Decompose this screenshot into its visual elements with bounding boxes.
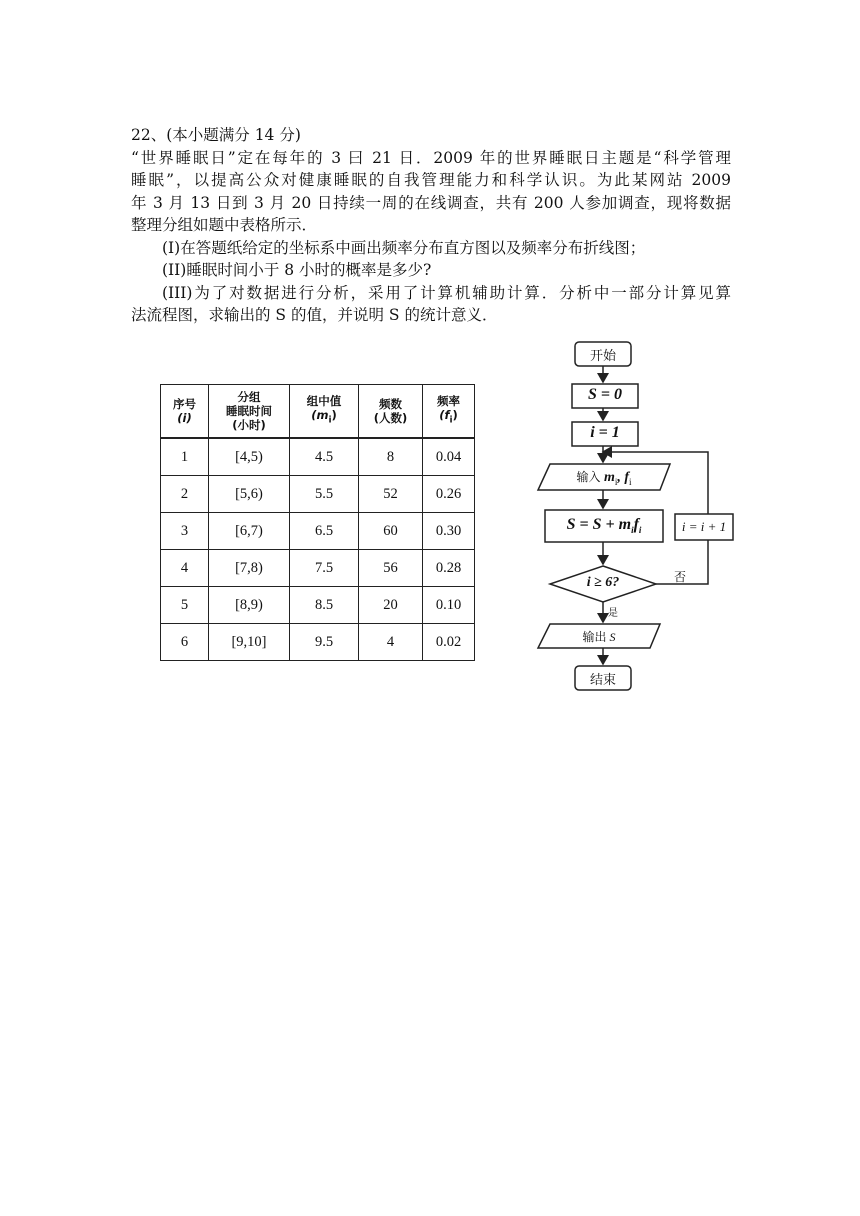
cell-freq: 0.02: [423, 624, 475, 661]
cell-mid: 7.5: [290, 550, 359, 587]
cell-interval: [4,5): [209, 438, 290, 476]
cell-interval: [8,9): [209, 587, 290, 624]
table-header-row: [161, 385, 475, 439]
cell-mid: 4.5: [290, 438, 359, 476]
header-interval: 分组 睡眠时间 (小时): [209, 385, 290, 439]
table-row: [161, 587, 475, 624]
decision-label: i ≥ 6?: [586, 575, 620, 590]
problem-line-3: 年 3 月 13 日到 3 月 20 日持续一周的在线调查，共有 200 人参加调查，现将数据: [131, 193, 731, 212]
cell-freq: 0.28: [423, 550, 475, 587]
cell-mid: 9.5: [290, 624, 359, 661]
init-s-label: S = 0: [587, 386, 622, 403]
problem-line-2: 睡眠”，以提高公众对健康睡眠的自我管理能力和科学认识。为此某网站 2009: [131, 171, 731, 189]
cell-count: 56: [359, 550, 423, 587]
question-2: (II)睡眠时间小于 8 小时的概率是多少?: [162, 261, 432, 279]
cell-freq: 0.04: [423, 438, 475, 476]
question-3-part-a: (III)为了对数据进行分析，采用了计算机辅助计算．分析中一部分计算见算: [162, 283, 731, 302]
question-3-part-b: 法流程图，求输出的 S 的值，并说明 S 的统计意义．: [131, 306, 498, 324]
cell-mid: 5.5: [290, 476, 359, 513]
cell-interval: [7,8): [209, 550, 290, 587]
problem-line-4: 整理分组如题中表格所示．: [131, 216, 318, 234]
table-row: [161, 624, 475, 661]
table-row: [161, 550, 475, 587]
yes-label: 是: [608, 608, 618, 619]
cell-count: 60: [359, 513, 423, 550]
question-1: (I)在答题纸给定的坐标系中画出频率分布直方图以及频率分布折线图；: [162, 238, 646, 257]
cell-freq: 0.26: [423, 476, 475, 513]
table-row: [161, 438, 475, 476]
cell-count: 8: [359, 438, 423, 476]
cell-interval: [5,6): [209, 476, 290, 513]
problem-text: [131, 124, 731, 327]
problem-line-1: “世界睡眠日”定在每年的 3 曰 21 日．2009 年的世界睡眠日主题是“科学管理: [131, 148, 731, 167]
header-midpoint: 组中值 $(m_i)$: [290, 385, 359, 439]
header-frequency: 频率 $(f_i)$: [423, 385, 475, 439]
input-label: 输入 $m_i$, $f_i$: [576, 470, 632, 487]
cell-count: 20: [359, 587, 423, 624]
cell-interval: [9,10]: [209, 624, 290, 661]
table-row: [161, 513, 475, 550]
cell-freq: 0.10: [423, 587, 475, 624]
header-count: 频数 (人数): [359, 385, 423, 439]
start-label: 开始: [589, 349, 616, 364]
cell-mid: 6.5: [290, 513, 359, 550]
problem-header: 22、(本小题满分 14 分): [131, 126, 301, 144]
cell-freq: 0.30: [423, 513, 475, 550]
cell-index: 5: [161, 587, 209, 624]
output-label: 输出 S: [582, 630, 616, 644]
no-label: 否: [674, 570, 687, 584]
init-i-label: i = 1: [590, 424, 620, 441]
cell-count: 52: [359, 476, 423, 513]
cell-interval: [6,7): [209, 513, 290, 550]
cell-mid: 8.5: [290, 587, 359, 624]
cell-count: 4: [359, 624, 423, 661]
frequency-table: [160, 384, 475, 661]
header-index: 序号 (i): [161, 385, 209, 439]
cell-index: 2: [161, 476, 209, 513]
algorithm-flowchart: [528, 338, 748, 698]
end-label: 结束: [589, 673, 616, 688]
cell-index: 6: [161, 624, 209, 661]
cell-index: 3: [161, 513, 209, 550]
increment-label: i = i + 1: [681, 519, 727, 534]
table-row: [161, 476, 475, 513]
cell-index: 1: [161, 438, 209, 476]
process-label: $S = S + m_if_i$: [566, 516, 642, 536]
frequency-table-container: [160, 384, 475, 661]
cell-index: 4: [161, 550, 209, 587]
